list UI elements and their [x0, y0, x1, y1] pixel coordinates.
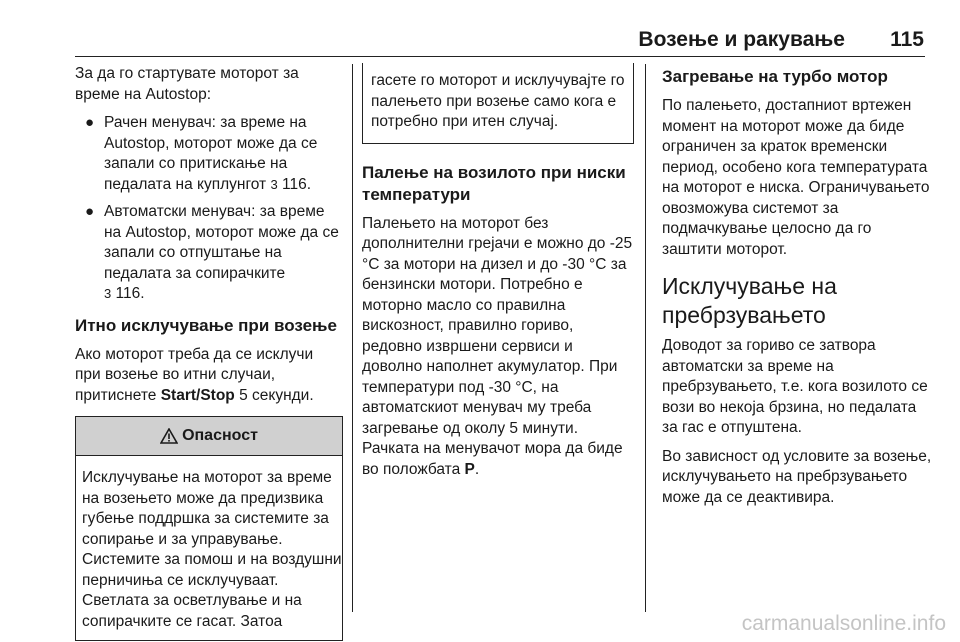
warning-label: Опасност: [182, 426, 258, 444]
page-reference[interactable]: 116.: [115, 285, 145, 302]
gear-position-label: P: [464, 460, 475, 478]
intro-paragraph: За да го стартувате моторот за време на Autostop:: [75, 65, 299, 103]
header-divider: [75, 56, 925, 57]
overrun-cutoff-paragraph: Доводот за гориво се затвора автоматски за време на пребрзувањето, т.е. кога возилото се вози во некоја брзина, но педалата за гас е отпуштена.: [662, 337, 928, 436]
warning-text: Исклучување на моторот за време на возењето може да предизвика губење поддршка за системите за сопирање и за управување. Системите за помош и на воздушни перничиња се исклучуваат. Светлата за осветлување и на сопирачките се гасат. Затоа: [82, 469, 342, 630]
warning-header: [76, 417, 342, 456]
page-reference-icon: 3: [104, 286, 112, 301]
bullet-marker: ●: [85, 203, 95, 220]
low-temperature-paragraph: [362, 214, 634, 481]
column-divider-1: [352, 64, 353, 612]
bullet-text: Автоматски менувач: за време на Autostop, моторот може да се запали со отпуштање на педалата за сопирачките: [104, 203, 339, 282]
overrun-deactivation-paragraph: Во зависност од условите за возење, исклучувањето на пребрзувањето може да се деактивира.: [662, 447, 932, 506]
warning-continuation-box: гасете го моторот и исклучувајте го палењето при возење само кога е потребно при итен случај.: [362, 63, 634, 144]
list-item: [75, 113, 343, 195]
paragraph-text: Ако моторот треба да се исклучи при возење во итни случаи, притиснете: [75, 345, 314, 404]
page-header: [0, 0, 960, 60]
page-reference-icon: 3: [270, 176, 278, 192]
page-number: 115: [890, 28, 924, 51]
paragraph-text: .: [474, 460, 480, 478]
section-title: Возење и ракување: [638, 28, 845, 51]
turbo-warmup-heading: Загревање на турбо мотор: [662, 67, 888, 86]
warning-triangle-icon: [160, 428, 178, 444]
bullet-text: Рачен менувач: за време на Autostop, моторот може да се запали со притискање на педалата на куплунгот: [104, 114, 318, 193]
list-item: [75, 202, 343, 305]
bullet-marker: ●: [85, 114, 95, 131]
turbo-warmup-paragraph: По палењето, достапниот вртежен момент на моторот може да биде ограничен за краток временски период, особено кога температурата на моторот е ниска. Ограничувањето овозможува системот за подмачкување целосно да го заштити моторот.: [662, 97, 930, 258]
overrun-cutoff-heading: Исклучување на пребрзувањето: [662, 273, 837, 328]
column-3: [662, 64, 932, 516]
start-stop-label: Start/Stop: [160, 386, 235, 404]
paragraph-text: Палењето на моторот без дополнителни грејачи е можно до -25 °C за мотори на дизел и до -30 °C за бензински мотори. Потребно е моторно масло со правилна вискозност, правилно гориво, редовно извршени сервиси и доволно наполнет акумулатор. При температури под -30 °C, на автоматскиот менувач му треба загревање од околу 5 минути. Рачката на менувачот мора да биде во положбата: [362, 214, 633, 478]
watermark: carmanualsonline.info: [741, 612, 946, 635]
low-temperature-start-heading: Палење на возилото при ниски температури: [362, 162, 626, 204]
column-divider-2: [645, 64, 646, 612]
emergency-shutdown-paragraph: [75, 345, 343, 407]
column-1: [75, 64, 343, 641]
emergency-shutdown-heading: Итно исклучување при возење: [75, 315, 337, 335]
paragraph-text: 5 секунди.: [239, 386, 314, 404]
danger-warning-box: [75, 416, 343, 641]
column-2: [362, 64, 634, 488]
page-reference[interactable]: 116.: [282, 175, 312, 193]
autostop-bullet-list: [75, 113, 343, 305]
